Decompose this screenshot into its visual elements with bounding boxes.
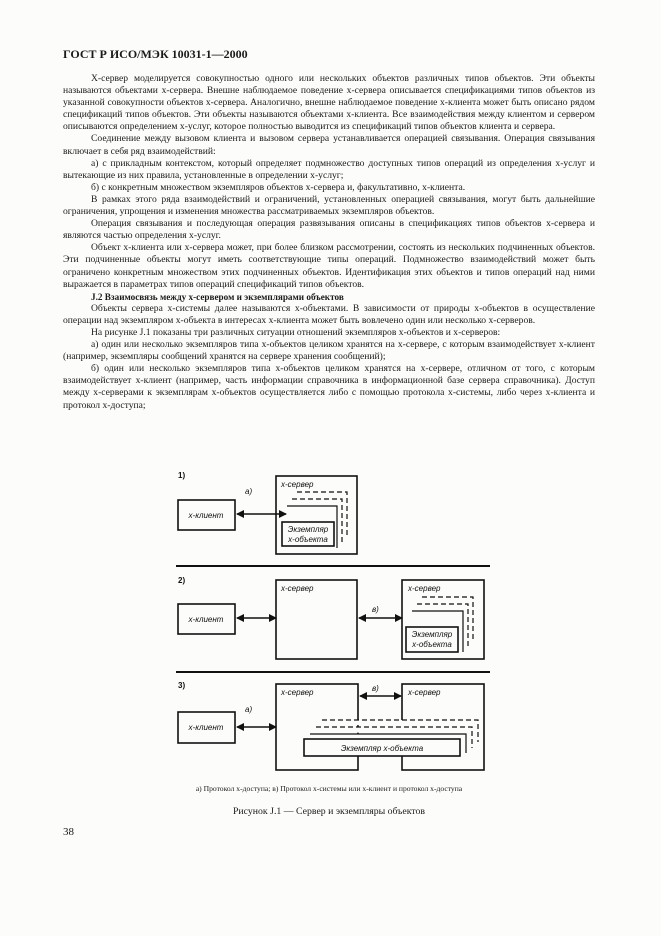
panel-label-3: 3) — [178, 681, 186, 690]
section-heading: J.2 Взаимосвязь между x-сервером и экземплярами объектов — [91, 291, 344, 302]
paragraph: б) один или несколько экземпляров типа x-объектов целиком хранятся на x-сервере, отличном от того, с которым взаимодействует x-клиент (например, часть информации справочника в информационной базе сервера справочника). Доступ между x-серверами к экземплярам x-объектов осуществляется либо с помощью протокола x-системы, либо через x-клиента и протокол x-доступа; — [63, 363, 595, 411]
arrow-label-b: в) — [372, 605, 379, 614]
arrow-label-b: в) — [372, 684, 379, 693]
instance-label: Экземпляр — [411, 630, 453, 639]
paragraph: В рамках этого ряда взаимодействий и ограничений, установленных операцией связывания, могут быть дальнейшие ограничения, упрощения и изменения множества рассматриваемых экземпляров объектов. — [63, 193, 595, 218]
figure-notes: а) Протокол x-доступа; в) Протокол x-системы или x-клиент и протокол x-доступа — [195, 784, 463, 793]
client-label: x-клиент — [188, 511, 224, 520]
paragraph: б) с конкретным множеством экземпляров объектов x-сервера и, факультативно, x-клиента. — [91, 181, 466, 193]
instance-label: Экземпляр x-объекта — [340, 744, 424, 753]
server-label: x-сервер — [408, 584, 441, 593]
paragraph: Объект x-клиента или x-сервера может, при более близком рассмотрении, состоять из нескольких подчиненных объектов. Эти подчиненные объекты могут иметь соответствующие типы операций. Подмножество взаимодействий может быть ограничено конкретным множеством этих подчиненных объектов. Идентификация этих объектов и типов операций над ними выражается в параметрах типов операций спецификаций типов объектов. — [63, 242, 595, 290]
client-label: x-клиент — [188, 723, 224, 732]
paragraph: Соединение между вызовом клиента и вызовом сервера устанавливается операцией связывания. Операция связывания включает в себя ряд взаимодействий: — [63, 133, 595, 157]
arrow-label-a: а) — [245, 487, 253, 496]
paragraph: Операция связывания и последующая операция развязывания описаны в спецификациях типов объектов x-сервера и являются частью определения x-услуг. — [63, 218, 595, 242]
client-label: x-клиент — [188, 615, 224, 624]
instance-label: x-объекта — [288, 535, 328, 544]
arrow-label-a: а) — [245, 705, 253, 714]
panel-label-1: 1) — [178, 471, 186, 480]
panel-label-2: 2) — [178, 576, 186, 585]
paragraph: X-сервер моделируется совокупностью одного или нескольких объектов различных типов объектов. Эти объекты называются объектами x-сервера. Внешне наблюдаемое поведение x-сервера описывается спецификациями типов объектов из указанной совокупности объектов x-сервера. Аналогично, внешне наблюдаемое поведение x-клиента может быть описано рядом спецификаций типов объектов. Эти объекты называются объектами x-клиента. Все взаимодействия между клиентом и сервером описываются определением x-услуг, которое полностью выводится из спецификаций типов объектов клиента и сервера. — [63, 73, 595, 133]
paragraph: а) один или несколько экземпляров типа x-объектов целиком хранятся на x-сервере, с которым взаимодействует x-клиент (например, экземпляры сообщений хранятся на сервере хранения сообщений); — [63, 339, 595, 363]
instance-label: Экземпляр — [287, 525, 329, 534]
server-label: x-сервер — [408, 688, 441, 697]
figure-caption: Рисунок J.1 — Сервер и экземпляры объектов — [232, 806, 426, 817]
server-label: x-сервер — [281, 688, 314, 697]
instance-label: x-объекта — [412, 640, 452, 649]
server-label: x-сервер — [281, 584, 314, 593]
paragraph: Объекты сервера x-системы далее называются x-объектами. В зависимости от природы x-объектов в осуществление операции над экземпляром x-объекта в интересах x-клиента может быть вовлечено один или несколько x-серверов. — [63, 302, 595, 326]
server-label: x-сервер — [281, 480, 314, 489]
page-number: 38 — [63, 826, 74, 838]
document-header: ГОСТ Р ИСО/МЭК 10031-1—2000 — [63, 47, 248, 61]
paragraph: а) с прикладным контекстом, который определяет подмножество доступных типов операций из определения x-услуг и вытекающие из них правила, установленные в определении x-услуг; — [63, 157, 595, 181]
paragraph: На рисунке J.1 показаны три различных ситуации отношений экземпляров x-объектов и x-серверов: — [91, 326, 501, 338]
